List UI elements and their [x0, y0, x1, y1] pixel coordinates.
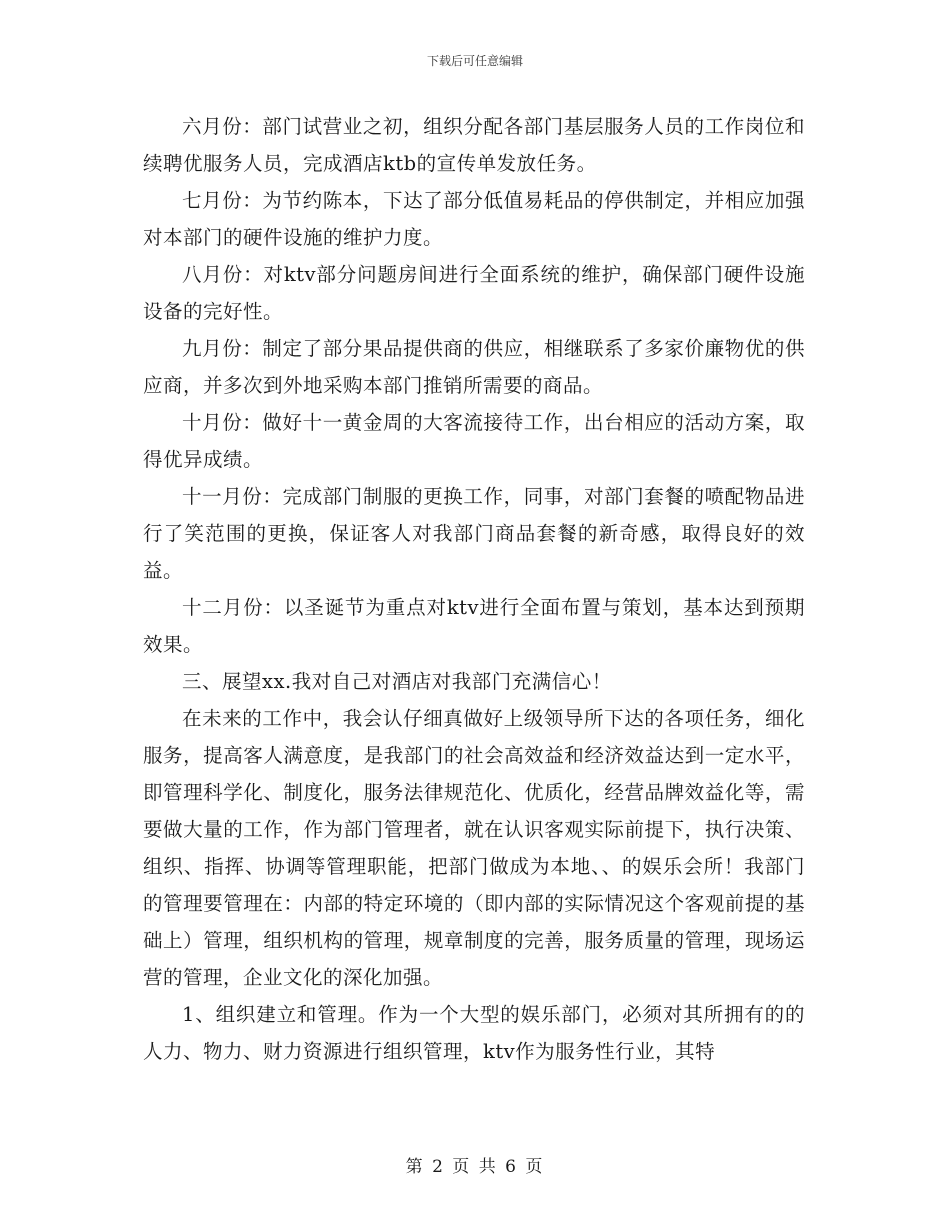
paragraph-september: 九月份：制定了部分果品提供商的供应，相继联系了多家价廉物优的供应商，并多次到外地采购本部门推销所需要的商品。: [143, 337, 805, 397]
page-footer: 第 2 页 共 6 页: [405, 1157, 545, 1177]
section-heading-outlook: 三、展望xx.我对自己对酒店对我部门充满信心！: [182, 670, 612, 693]
paragraph-july: 七月份：为节约陈本，下达了部分低值易耗品的停供制定，并相应加强对本部门的硬件设施的维护力度。: [143, 189, 805, 249]
paragraph-future-work: 在未来的工作中，我会认仔细真做好上级领导所下达的各项任务，细化服务，提高客人满意度，是我部门的社会高效益和经济效益达到一定水平，即管理科学化、制度化，服务法律规范化、优质化，经营品牌效益化等，需要做大量的工作，作为部门管理者，就在认识客观实际前提下，执行决策、组织、指挥、协调等管理职能，把部门做成为本地、、的娱乐会所！我部门的管理要管理在：内部的特定环境的（即内部的实际情况这个客观前提的基础上）管理，组织机构的管理，规章制度的完善，服务质量的管理，现场运营的管理，企业文化的深化加强。: [143, 707, 805, 989]
page-header: 下载后可任意编辑: [426, 54, 523, 68]
paragraph-august: 八月份：对ktv部分问题房间进行全面系统的维护，确保部门硬件设施设备的完好性。: [143, 263, 805, 323]
paragraph-june: 六月份：部门试营业之初，组织分配各部门基层服务人员的工作岗位和续聘优服务人员，完成酒店ktb的宣传单发放任务。: [143, 115, 805, 175]
document-body: [143, 108, 805, 1070]
paragraph-december: 十二月份：以圣诞节为重点对ktv进行全面布置与策划，基本达到预期效果。: [143, 596, 805, 656]
paragraph-november: 十一月份：完成部门制服的更换工作，同事，对部门套餐的喷配物品进行了笑范围的更换，保证客人对我部门商品套餐的新奇感，取得良好的效益。: [143, 485, 805, 582]
paragraph-october: 十月份：做好十一黄金周的大客流接待工作，出台相应的活动方案，取得优异成绩。: [143, 411, 805, 471]
paragraph-organization: 1、组织建立和管理。作为一个大型的娱乐部门，必须对其所拥有的的人力、物力、财力资源进行组织管理，ktv作为服务性行业，其特: [143, 1003, 805, 1063]
